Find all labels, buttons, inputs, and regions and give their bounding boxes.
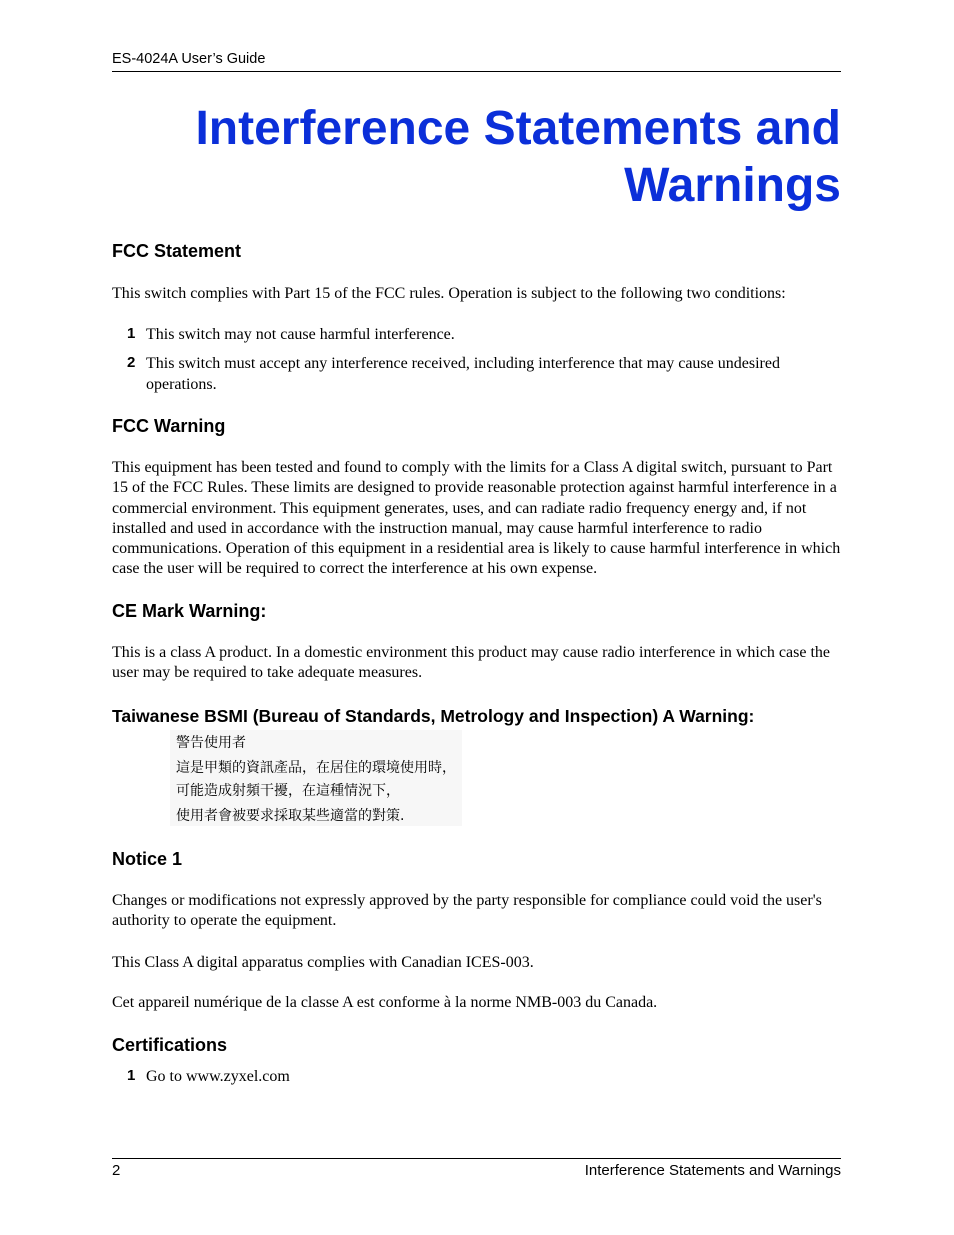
fcc-statement-intro: This switch complies with Part 15 of the FCC rules. Operation is subject to the following two conditions: — [112, 285, 786, 302]
header-rule — [112, 71, 841, 72]
fcc-list-item-2: This switch must accept any interference received, including interference that may cause undesired operations. — [146, 355, 780, 393]
notice1-heading: Notice 1 — [112, 849, 183, 869]
fcc-statement-heading: FCC Statement — [112, 241, 242, 261]
fcc-warning-heading: FCC Warning — [112, 416, 226, 436]
page-number: 2 — [112, 1162, 121, 1179]
fcc-warning-body: This equipment has been tested and found to comply with the limits for a Class A digital switch, pursuant to Part 15 of the FCC Rules. These limits are designed to provide reasonable protection against harmful interference in a commercial environment. This equipment generates, uses, and can radiate radio frequency energy and, if not installed and used in accordance with the instruction manual, may cause harmful interference to radio communications. Operation of this equipment in a residential area is likely to cause harmful interference in which case the user will be required to correct the interference at his own expense. — [112, 459, 841, 578]
bsmi-line-4: 使用者會被要求採取某些適當的對策. — [176, 808, 405, 824]
page-title-line1: Interference Statements and — [195, 102, 841, 155]
cert-list-item-1: Go to www.zyxel.com — [146, 1068, 290, 1085]
fcc-list-item-1: This switch may not cause harmful interference. — [146, 326, 455, 343]
notice1-paragraph-2: This Class A digital apparatus complies with Canadian ICES-003. — [112, 954, 534, 971]
bsmi-line-1: 警告使用者 — [176, 735, 246, 751]
ce-mark-body: This is a class A product. In a domestic environment this product may cause radio interference in which case the user may be required to take adequate measures. — [112, 644, 830, 682]
bsmi-line-3: 可能造成射頻干擾，在這種情況下， — [176, 783, 400, 799]
cert-list-number-1: 1 — [127, 1067, 136, 1084]
notice1-paragraph-3: Cet appareil numérique de la classe A est conforme à la norme NMB-003 du Canada. — [112, 994, 658, 1011]
bsmi-heading: Taiwanese BSMI (Bureau of Standards, Metrology and Inspection) A Warning: — [112, 706, 755, 726]
running-header: ES-4024A User’s Guide — [112, 51, 266, 67]
certifications-heading: Certifications — [112, 1035, 228, 1055]
page-title-line2: Warnings — [624, 159, 841, 212]
footer-section-title: Interference Statements and Warnings — [584, 1162, 841, 1179]
bsmi-warning-image — [170, 730, 462, 826]
fcc-list-number-1: 1 — [127, 325, 136, 342]
footer-rule — [112, 1158, 841, 1159]
page-title — [81, 100, 841, 214]
fcc-list-number-2: 2 — [127, 354, 136, 371]
notice1-paragraph-1: Changes or modifications not expressly approved by the party responsible for compliance could void the user's authority to operate the equipment. — [112, 892, 822, 930]
bsmi-line-2: 這是甲類的資訊產品，在居住的環境使用時， — [176, 760, 456, 776]
ce-mark-heading: CE Mark Warning: — [112, 601, 267, 621]
